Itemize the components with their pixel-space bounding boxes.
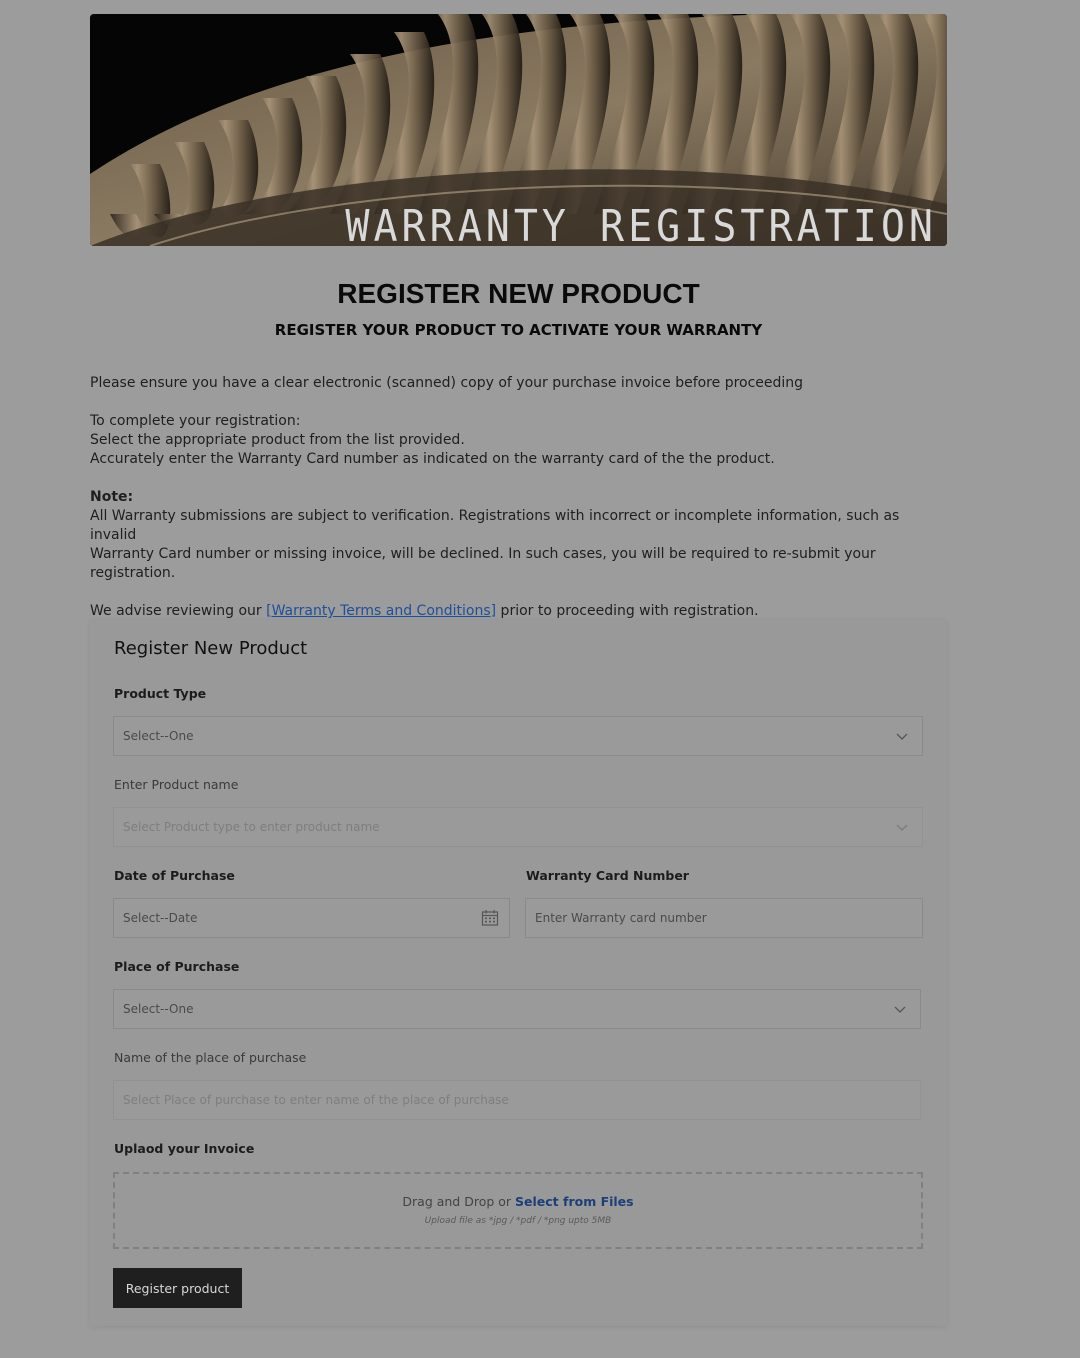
instruction-invoice: Please ensure you have a clear electronic (scanned) copy of your purchase invoice before proceeding (90, 375, 804, 391)
note-label: Note: (90, 489, 134, 505)
warranty-card-label: Warranty Card Number (526, 868, 689, 883)
place-of-purchase-placeholder: Select--One (123, 1002, 194, 1016)
chevron-down-icon (896, 821, 908, 833)
product-name-placeholder: Select Product type to enter product name (123, 820, 380, 834)
banner-word-registration: REGISTRATION (600, 202, 937, 246)
note-text-1: All Warranty submissions are subject to verification. Registrations with incorrect or incomplete information, such as invalid (90, 508, 900, 543)
product-name-select[interactable] (113, 807, 923, 847)
place-name-input[interactable] (113, 1080, 921, 1120)
chevron-down-icon (894, 1003, 906, 1015)
register-form-card (90, 620, 947, 1326)
advise-suffix: prior to proceeding with registration. (496, 603, 759, 619)
terms-link[interactable]: [Warranty Terms and Conditions] (266, 603, 497, 619)
product-type-select[interactable] (113, 716, 923, 756)
instruction-step-2: Accurately enter the Warranty Card number as indicated on the warranty card of the the product. (90, 451, 775, 467)
banner-word-warranty: WARRANTY (345, 202, 571, 246)
place-name-placeholder: Select Place of purchase to enter name of the place of purchase (123, 1093, 509, 1107)
dropzone-text (115, 1194, 921, 1209)
product-type-placeholder: Select--One (123, 729, 194, 743)
product-type-label: Product Type (114, 686, 207, 701)
warranty-card-placeholder: Enter Warranty card number (535, 911, 707, 925)
date-of-purchase-input[interactable] (113, 898, 510, 938)
select-from-files-link[interactable]: Select from Files (515, 1194, 634, 1209)
advise-text (90, 602, 947, 621)
page-subtitle: REGISTER YOUR PRODUCT TO ACTIVATE YOUR WARRANTY (274, 321, 763, 339)
instruction-steps-title: To complete your registration: (90, 413, 301, 429)
form-title: Register New Product (114, 638, 308, 659)
warranty-banner (90, 14, 947, 246)
calendar-icon[interactable] (481, 909, 499, 927)
drag-drop-text: Drag and Drop or (402, 1194, 516, 1209)
place-of-purchase-select[interactable] (113, 989, 921, 1029)
date-of-purchase-label: Date of Purchase (114, 868, 235, 883)
instruction-step-1: Select the appropriate product from the list provided. (90, 432, 465, 448)
advise-prefix: We advise reviewing our (90, 603, 267, 619)
date-placeholder: Select--Date (123, 911, 198, 925)
place-of-purchase-label: Place of Purchase (114, 959, 240, 974)
upload-invoice-label: Uplaod your Invoice (114, 1141, 255, 1156)
chevron-down-icon (896, 730, 908, 742)
banner-title (345, 202, 937, 246)
page-title: REGISTER NEW PRODUCT (337, 278, 700, 309)
register-product-button[interactable]: Register product (113, 1268, 242, 1308)
upload-hint: Upload file as *jpg / *pdf / *png upto 5MB (424, 1216, 612, 1226)
product-name-label: Enter Product name (114, 777, 239, 792)
invoice-dropzone[interactable] (113, 1172, 923, 1249)
instructions (90, 374, 947, 621)
note-text-2: Warranty Card number or missing invoice, will be declined. In such cases, you will be required to re-submit your registration. (90, 546, 876, 581)
warranty-card-input[interactable] (525, 898, 923, 938)
place-name-label: Name of the place of purchase (114, 1050, 307, 1065)
